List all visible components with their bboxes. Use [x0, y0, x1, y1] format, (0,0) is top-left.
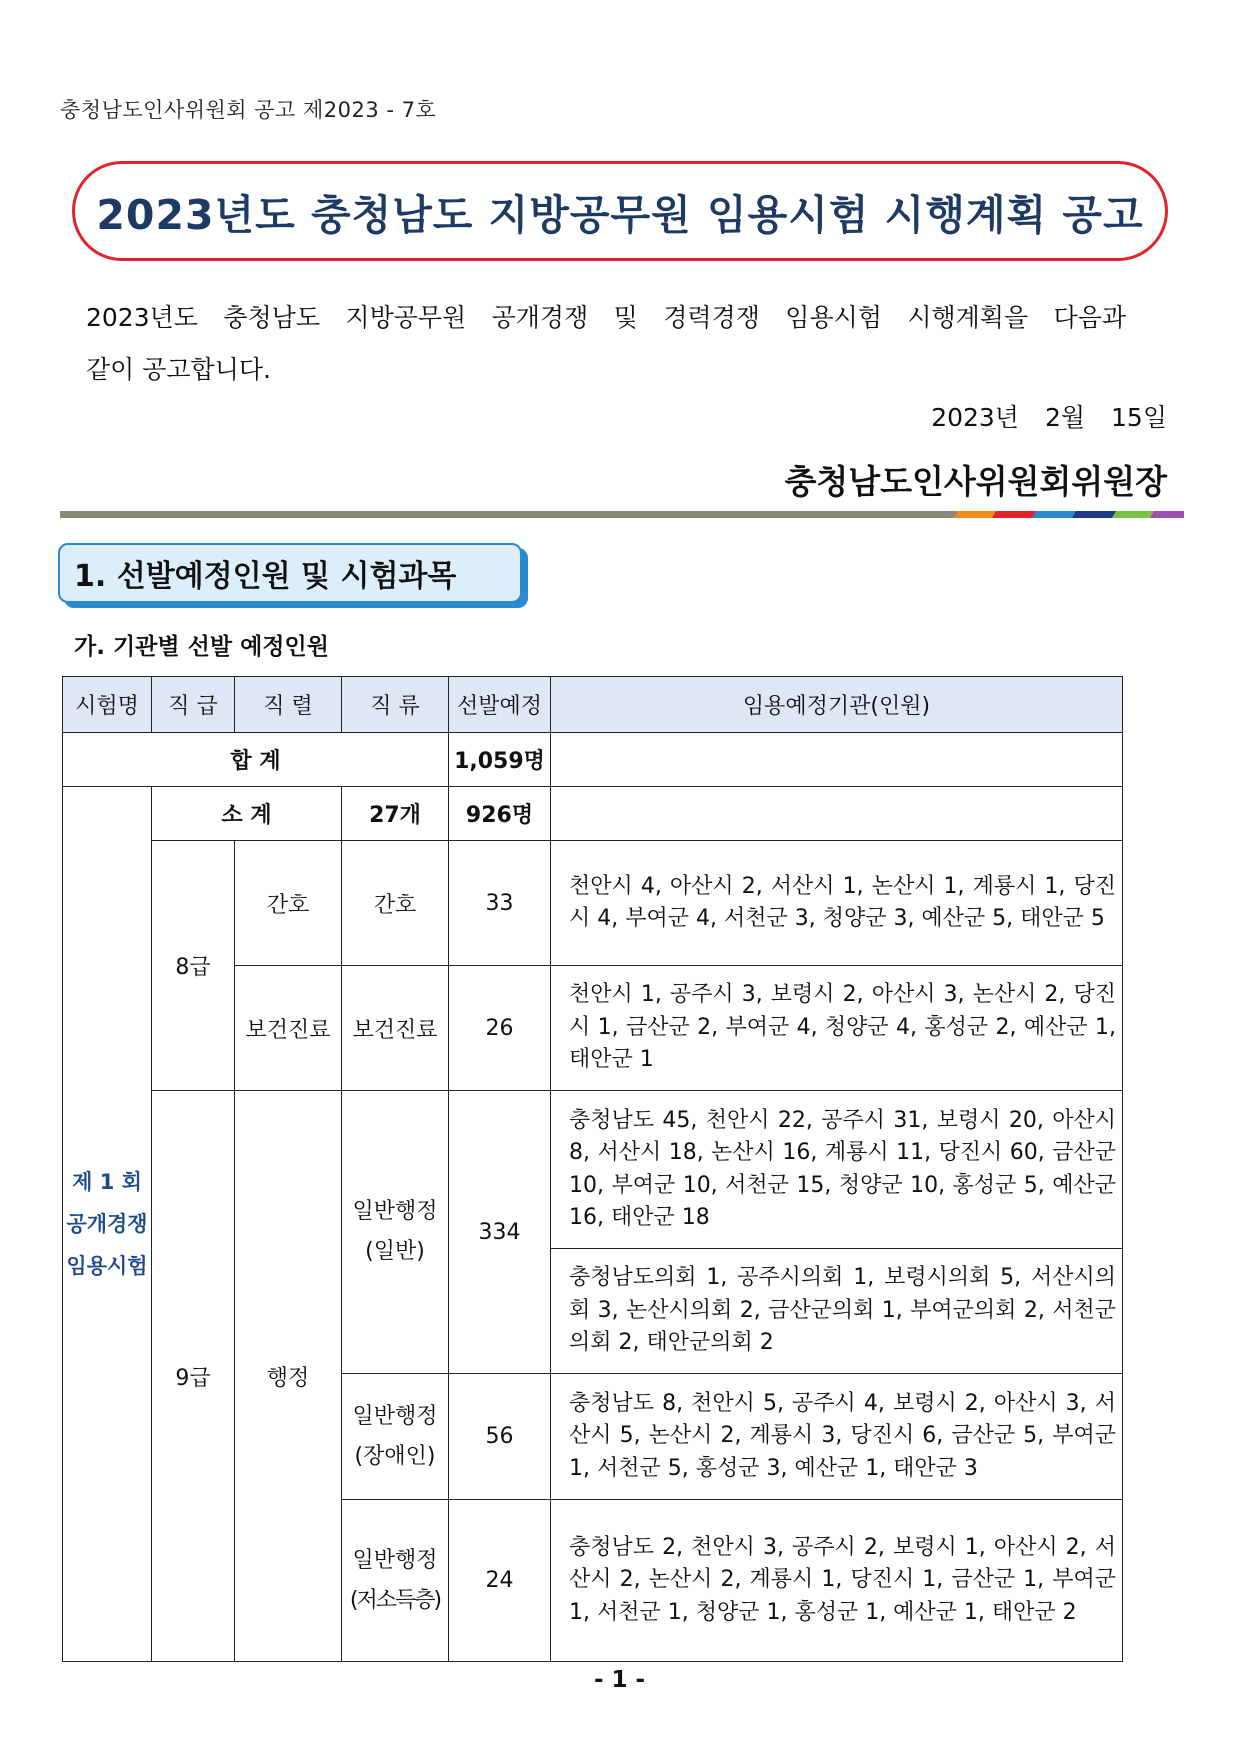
class-cell: [342, 1091, 449, 1374]
page-number: - 1 -: [593, 1667, 646, 1693]
total-label: 합 계: [63, 733, 449, 787]
agencies-cell: 천안시 1, 공주시 3, 보령시 2, 아산시 3, 논산시 2, 당진시 1, 금산군 2, 부여군 4, 청양군 4, 홍성군 2, 예산군 1, 태안군 1: [551, 966, 1123, 1091]
table-header-row: [63, 677, 1123, 733]
class-cell: 보건진료: [342, 966, 449, 1091]
series-cell: 보건진료: [235, 966, 342, 1091]
agencies-cell: 충청남도 45, 천안시 22, 공주시 31, 보령시 20, 아산시 8, 서산시 18, 논산시 16, 계룡시 11, 당진시 60, 금산군 10, 부여군 10, 서천군 15, 청양군 10, 홍성군 5, 예산군 16, 태안군 18: [551, 1091, 1123, 1249]
table-row: [63, 841, 1123, 966]
agencies-cell: 충청남도의회 1, 공주시의회 1, 보령시의회 5, 서산시의회 3, 논산시의회 2, 금산군의회 1, 부여군의회 2, 서천군의회 2, 태안군의회 2: [551, 1249, 1123, 1374]
title-box: [72, 161, 1168, 261]
series-cell: 행정: [235, 1091, 342, 1662]
count-cell: 26: [449, 966, 551, 1091]
class-line-2: (저소득층): [349, 1587, 441, 1613]
total-count: 1,059명: [449, 733, 551, 787]
announcement-date: [931, 398, 1167, 434]
signer: 충청남도인사위원회위원장: [784, 462, 1167, 501]
date-day: 15일: [1111, 403, 1167, 432]
grade-cell: 8급: [152, 841, 235, 1091]
class-cell: [342, 1500, 449, 1662]
document-title: 2023년도 충청남도 지방공무원 임용시험 시행계획 공고: [96, 190, 1144, 239]
section-heading-text: 1. 선발예정인원 및 시험과목: [74, 559, 457, 594]
header-planned: 선발예정: [449, 677, 551, 733]
intro-paragraph: [86, 292, 1126, 396]
header-exam: 시험명: [63, 677, 152, 733]
agencies-cell: 천안시 4, 아산시 2, 서산시 1, 논산시 1, 계룡시 1, 당진시 4, 부여군 4, 서천군 3, 청양군 3, 예산군 5, 태안군 5: [551, 841, 1123, 966]
subsection-heading: 가. 기관별 선발 예정인원: [74, 634, 329, 660]
subtotal-count: 926명: [449, 787, 551, 841]
total-agencies: [551, 733, 1123, 787]
section-heading: [58, 543, 522, 603]
header-agencies: 임용예정기관(인원): [551, 677, 1123, 733]
intro-line-1: 2023년도 충청남도 지방공무원 공개경쟁 및 경력경쟁 임용시험 시행계획을 다음과: [86, 303, 1126, 332]
subtotal-row: [63, 787, 1123, 841]
decorative-color-bar: [954, 511, 1184, 518]
total-row: [63, 733, 1123, 787]
count-cell: 56: [449, 1374, 551, 1500]
class-cell: [342, 1374, 449, 1500]
exam-name-line-3: 임용시험: [66, 1254, 148, 1278]
date-month: 2월: [1044, 403, 1086, 432]
agencies-cell: 충청남도 2, 천안시 3, 공주시 2, 보령시 1, 아산시 2, 서산시 2, 논산시 2, 계룡시 1, 당진시 1, 금산군 1, 부여군 1, 서천군 1, 청양군 1, 홍성군 1, 예산군 1, 태안군 2: [551, 1500, 1123, 1662]
class-line-2: (일반): [365, 1239, 425, 1264]
table-row: [63, 1091, 1123, 1249]
subtotal-agencies: [551, 787, 1123, 841]
header-class: 직 류: [342, 677, 449, 733]
series-cell: 간호: [235, 841, 342, 966]
count-cell: 334: [449, 1091, 551, 1374]
subtotal-classes: 27개: [342, 787, 449, 841]
recruitment-table: [62, 676, 1123, 1662]
class-line-1: 일반행정: [352, 1547, 438, 1573]
exam-name-cell: [63, 787, 152, 1662]
intro-line-2: 같이 공고합니다.: [86, 355, 271, 384]
header-series: 직 렬: [235, 677, 342, 733]
class-line-2: (장애인): [354, 1443, 436, 1469]
class-cell: 간호: [342, 841, 449, 966]
header-grade: 직 급: [152, 677, 235, 733]
grade-cell: 9급: [152, 1091, 235, 1662]
count-cell: 24: [449, 1500, 551, 1662]
exam-name-line-1: 제 1 회: [72, 1170, 142, 1194]
count-cell: 33: [449, 841, 551, 966]
notice-number: 충청남도인사위원회 공고 제2023 - 7호: [60, 98, 437, 122]
agencies-cell: 충청남도 8, 천안시 5, 공주시 4, 보령시 2, 아산시 3, 서산시 5, 논산시 2, 계룡시 3, 당진시 6, 금산군 5, 부여군 1, 서천군 5, 홍성군 3, 예산군 1, 태안군 3: [551, 1374, 1123, 1500]
date-year: 2023년: [931, 403, 1019, 432]
class-line-1: 일반행정: [352, 1403, 438, 1429]
exam-name-line-2: 공개경쟁: [66, 1212, 148, 1236]
subtotal-label: 소 계: [152, 787, 342, 841]
class-line-1: 일반행정: [352, 1199, 438, 1224]
